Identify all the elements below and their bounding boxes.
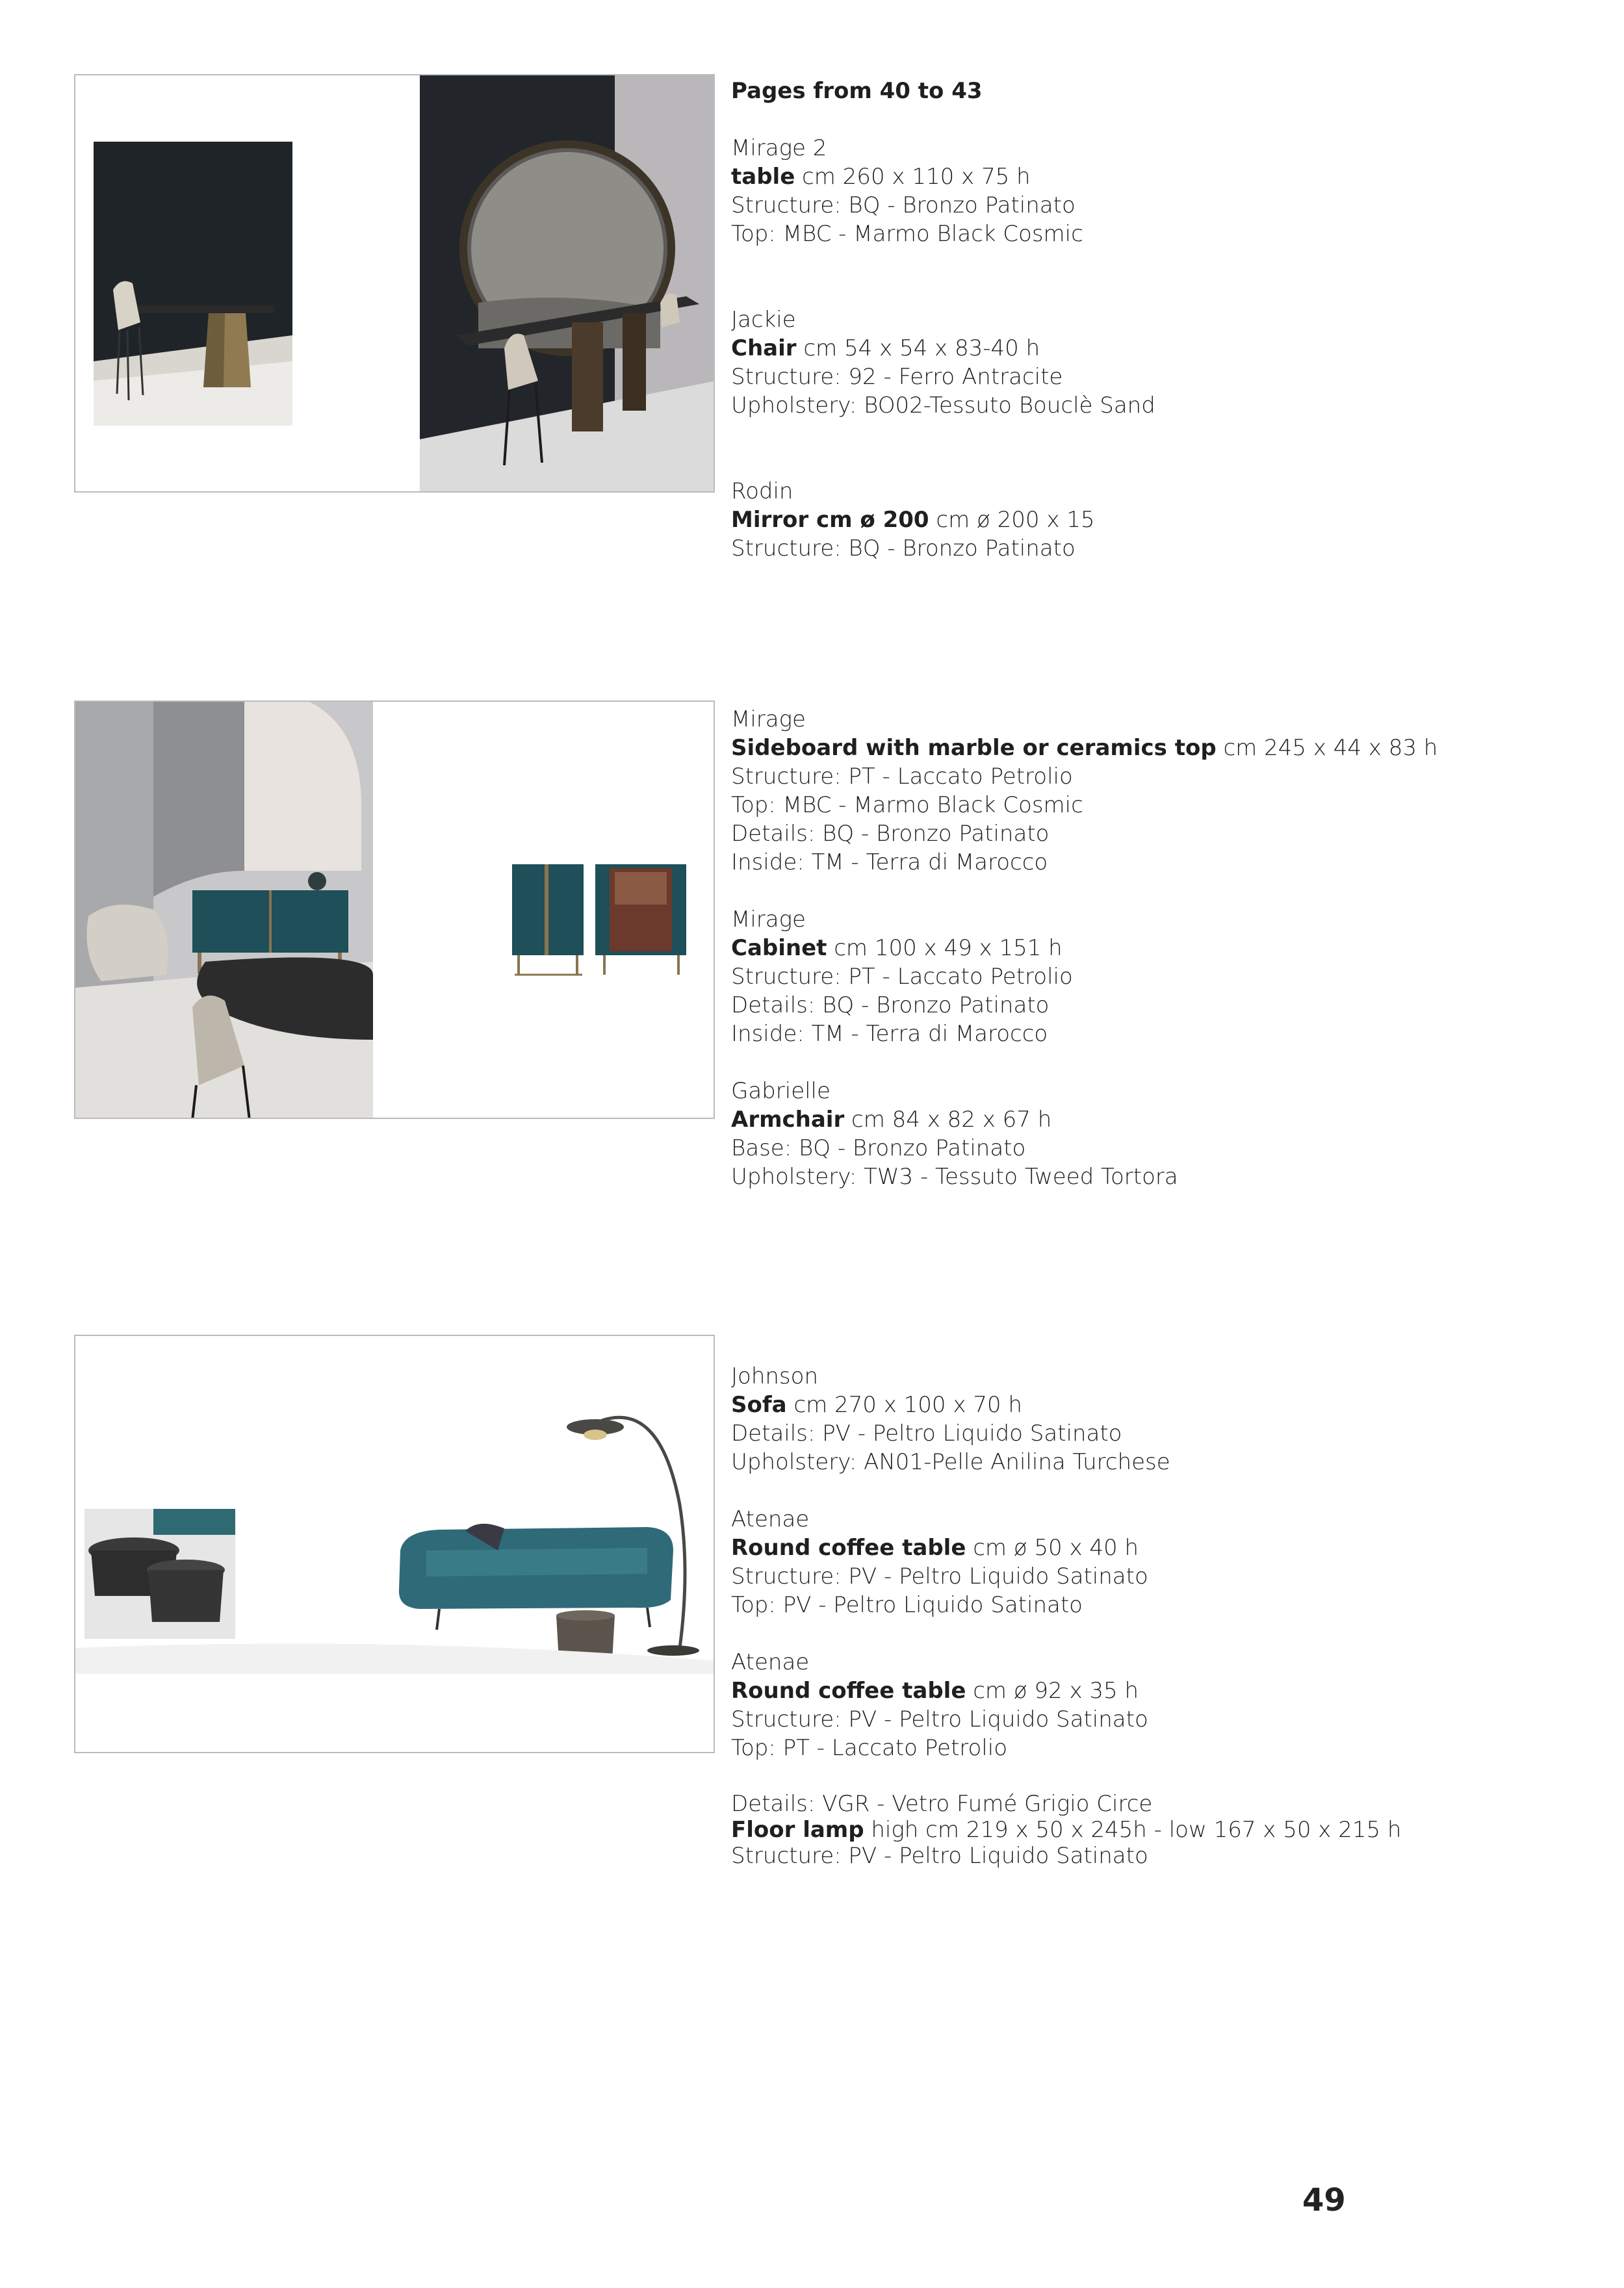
product-dimensions: cm 54 x 54 x 83-40 h	[796, 335, 1040, 361]
product-spec-line: Upholstery: BO02-Tessuto Bouclè Sand	[731, 392, 1155, 418]
product-dimensions: cm 245 x 44 x 83 h	[1216, 735, 1438, 761]
product-dimensions: cm ø 92 x 35 h	[966, 1678, 1139, 1704]
product-spec-line: Structure: PT - Laccato Petrolio	[731, 964, 1073, 990]
sideboard-room-photo	[75, 702, 373, 1119]
product-dimensions: cm ø 50 x 40 h	[966, 1535, 1139, 1561]
product-name: Johnson	[731, 1363, 818, 1389]
product-spec-line: Structure: BQ - Bronzo Patinato	[731, 192, 1076, 218]
product-name: Jackie	[731, 307, 796, 333]
product-spec-line: Structure: BQ - Bronzo Patinato	[731, 535, 1076, 561]
product-type: Floor lamp	[731, 1817, 864, 1843]
page-number: 49	[1302, 2182, 1346, 2218]
product-type: Cabinet	[731, 935, 827, 961]
product-name: Mirage	[731, 706, 806, 732]
product-type: table	[731, 164, 795, 190]
section2-text	[731, 705, 1576, 1191]
product-type: Sofa	[731, 1392, 787, 1418]
product-dimensions: cm 84 x 82 x 67 h	[844, 1107, 1052, 1133]
section3-photo-composition	[75, 1336, 715, 1753]
product-spec-line: Base: BQ - Bronzo Patinato	[731, 1135, 1026, 1161]
product-name: Mirage	[731, 906, 806, 932]
section1-text	[731, 77, 1576, 563]
product-type: Chair	[731, 335, 797, 361]
product-type: Round coffee table	[731, 1678, 966, 1704]
product-name: Gabrielle	[731, 1078, 831, 1104]
product-dimensions: high cm 219 x 50 x 245h - low 167 x 50 x 215 h	[864, 1817, 1402, 1843]
product-spec-line: Top: PV - Peltro Liquido Satinato	[731, 1592, 1083, 1618]
product-spec-line: Details: PV - Peltro Liquido Satinato	[731, 1420, 1122, 1446]
product-type: Sideboard with marble or ceramics top	[731, 735, 1217, 761]
product-spec-line: Details: BQ - Bronzo Patinato	[731, 821, 1050, 847]
product-spec-line: Upholstery: AN01-Pelle Anilina Turchese	[731, 1449, 1170, 1475]
product-spec-line: Top: PT - Laccato Petrolio	[731, 1735, 1007, 1761]
atenae-tables-thumbnail	[84, 1509, 235, 1639]
product-spec-line: Structure: PV - Peltro Liquido Satinato	[731, 1843, 1148, 1869]
section3-image-frame	[74, 1335, 715, 1753]
product-type: Mirror cm ø 200	[731, 507, 929, 533]
product-name: Rodin	[731, 478, 793, 504]
product-spec-line: Structure: PV - Peltro Liquido Satinato	[731, 1706, 1148, 1732]
lamp-details-line: Details: VGR - Vetro Fumé Grigio Circe	[731, 1791, 1153, 1817]
product-spec-line: Structure: PT - Laccato Petrolio	[731, 764, 1073, 790]
product-dimensions: cm 260 x 110 x 75 h	[795, 164, 1031, 190]
mirage-cabinet-closed	[512, 864, 584, 975]
dining-set-thumbnail	[94, 142, 292, 426]
mirror-room-photo	[420, 75, 715, 493]
product-type: Round coffee table	[731, 1535, 966, 1561]
product-name: Mirage 2	[731, 135, 827, 161]
product-dimensions: cm 270 x 100 x 70 h	[786, 1392, 1022, 1418]
section1-image-frame	[74, 74, 715, 493]
section3-text	[731, 1362, 1576, 1869]
section2-image-frame	[74, 701, 715, 1119]
product-spec-line: Inside: TM - Terra di Marocco	[731, 1021, 1048, 1047]
pages-range-heading: Pages from 40 to 43	[731, 78, 983, 104]
product-dimensions: cm ø 200 x 15	[929, 507, 1095, 533]
product-name: Atenae	[731, 1506, 810, 1532]
mirage-cabinet-open	[595, 864, 686, 975]
product-dimensions: cm 100 x 49 x 151 h	[827, 935, 1063, 961]
product-spec-line: Inside: TM - Terra di Marocco	[731, 849, 1048, 875]
product-spec-line: Structure: PV - Peltro Liquido Satinato	[731, 1563, 1148, 1589]
section1-photo-composition	[75, 75, 715, 493]
product-spec-line: Structure: 92 - Ferro Antracite	[731, 364, 1063, 390]
product-type: Armchair	[731, 1107, 845, 1133]
product-spec-line: Details: BQ - Bronzo Patinato	[731, 992, 1050, 1018]
product-name: Atenae	[731, 1649, 810, 1675]
product-spec-line: Top: MBC - Marmo Black Cosmic	[731, 221, 1083, 247]
section2-photo-composition	[75, 702, 715, 1119]
product-spec-line: Upholstery: TW3 - Tessuto Tweed Tortora	[731, 1164, 1178, 1190]
product-spec-line: Top: MBC - Marmo Black Cosmic	[731, 792, 1083, 818]
